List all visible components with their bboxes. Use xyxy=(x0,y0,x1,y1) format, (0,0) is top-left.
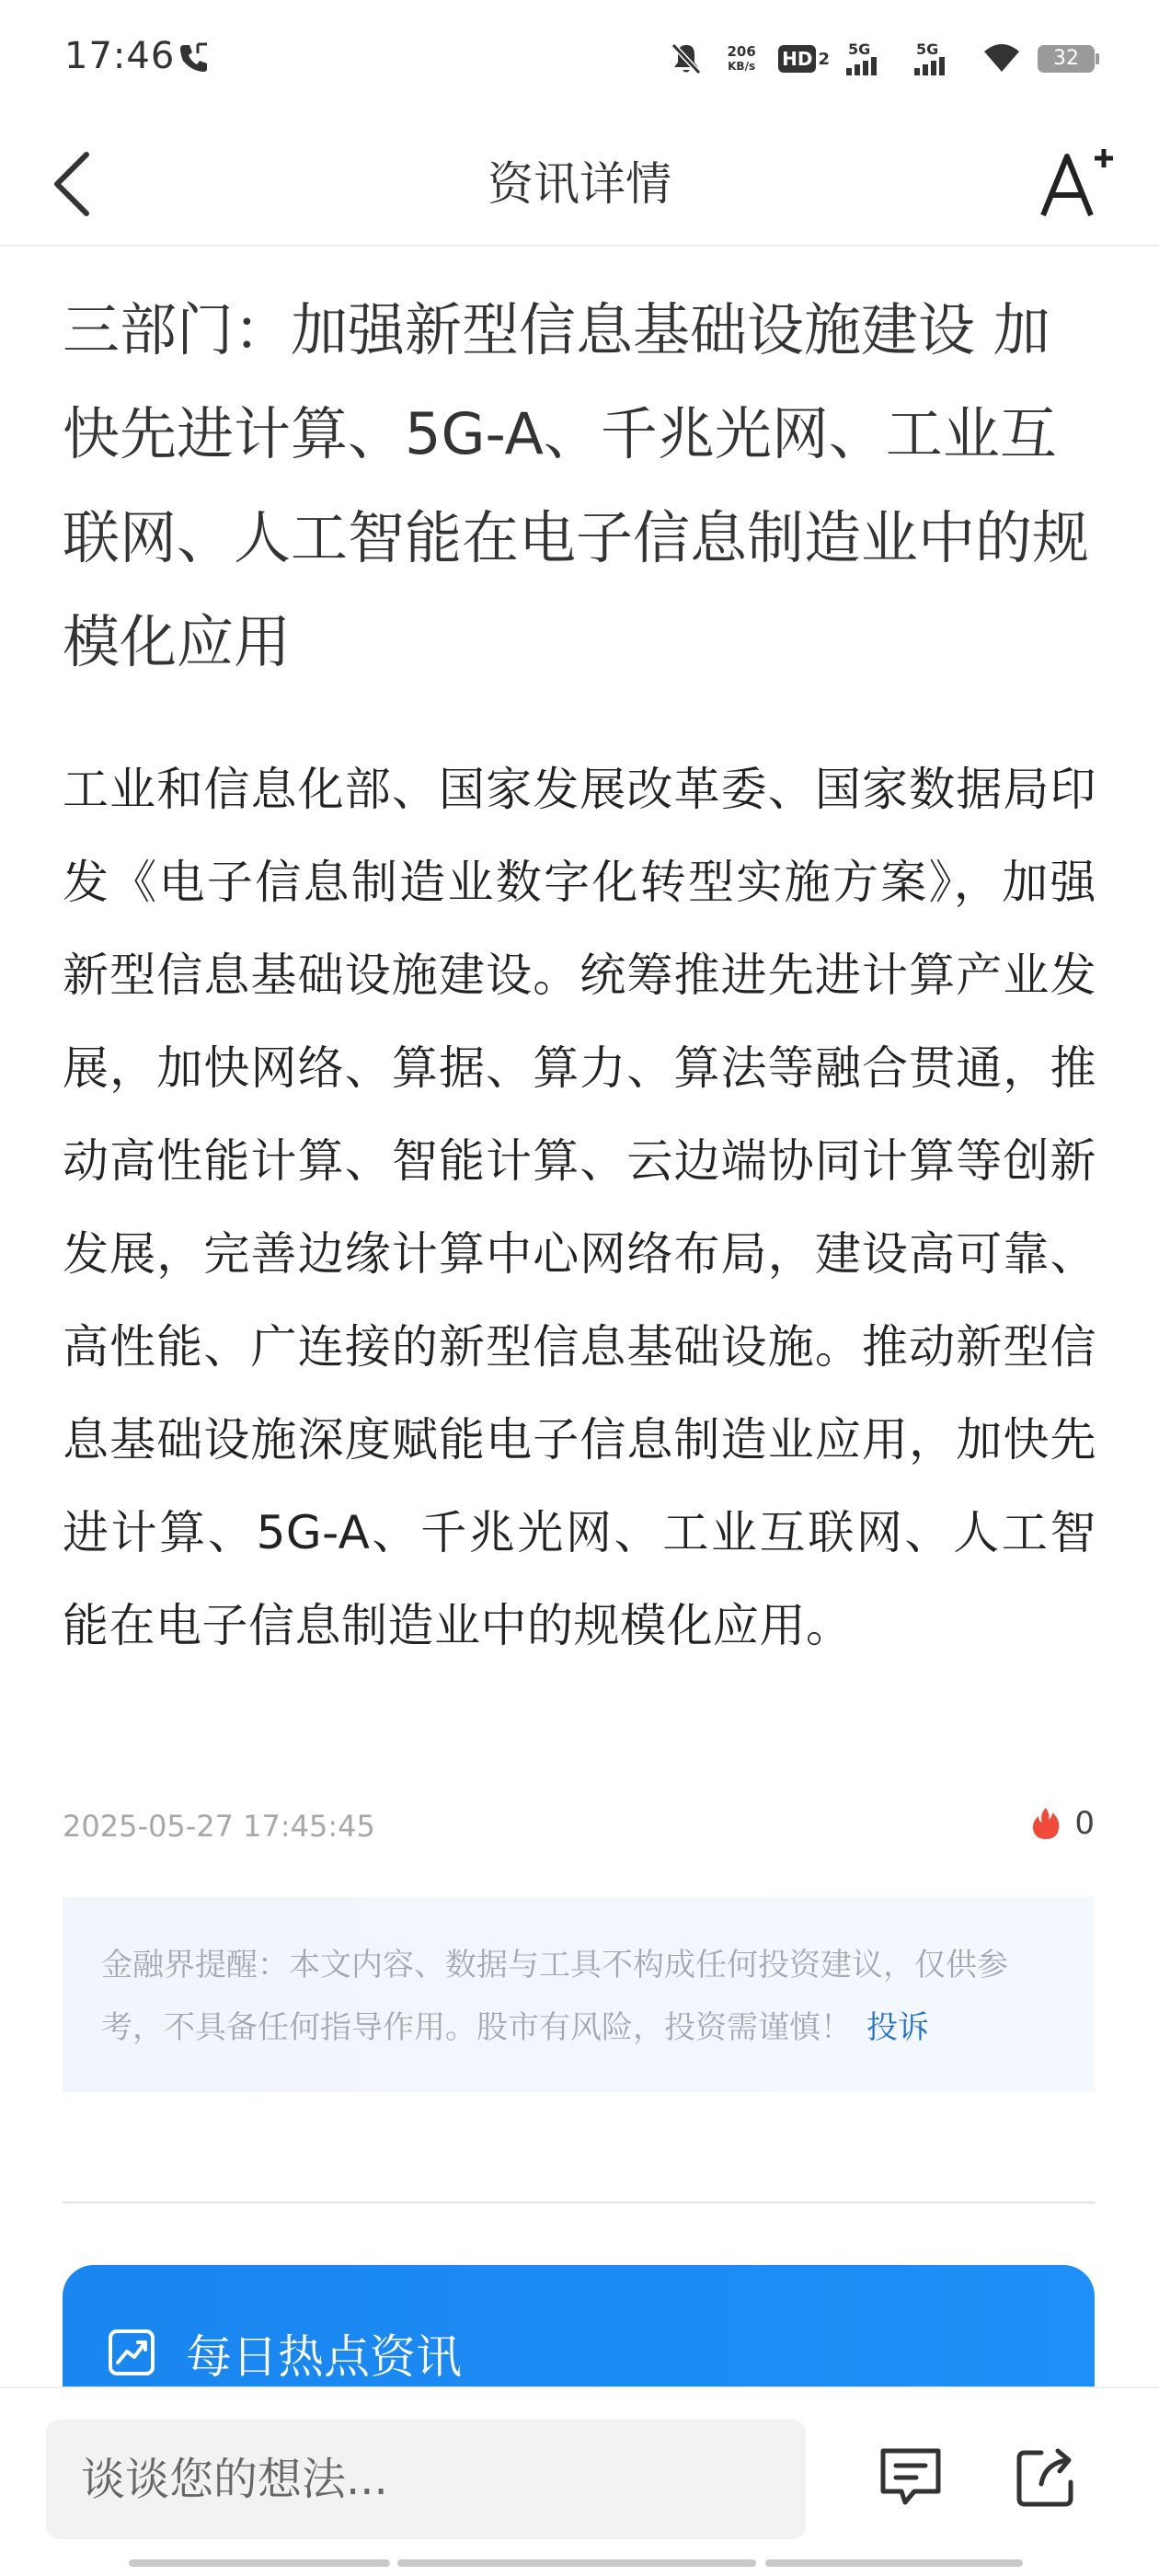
call-icon xyxy=(177,40,212,75)
home-indicator xyxy=(765,2559,1023,2567)
comment-icon xyxy=(874,2440,947,2513)
font-size-button[interactable] xyxy=(1030,138,1122,230)
comments-button[interactable] xyxy=(874,2440,947,2513)
hot-count-value: 0 xyxy=(1074,1805,1095,1842)
share-button[interactable] xyxy=(1010,2440,1084,2513)
comment-input[interactable] xyxy=(46,2420,806,2539)
home-indicator xyxy=(129,2559,390,2567)
signal-sim2-icon: 5G xyxy=(914,40,966,77)
bottom-bar xyxy=(0,2386,1159,2576)
mute-icon xyxy=(668,40,705,77)
disclaimer-text: 金融界提醒：本文内容、数据与工具不构成任何投资建议，仅供参考，不具备任何指导作用。股市有风险，投资需谨慎！ xyxy=(101,1947,1008,2046)
complain-link[interactable]: 投诉 xyxy=(866,2009,929,2046)
wifi-icon xyxy=(982,42,1021,75)
signal-sim1-icon: 5G xyxy=(846,40,898,77)
page-title: 资讯详情 xyxy=(488,157,671,211)
nav-bar xyxy=(0,120,1159,247)
article-body: 工业和信息化部、国家发展改革委、国家数据局印发《电子信息制造业数字化转型实施方案》，加强新型信息基础设施建设。统筹推进先进计算产业发展，加快网络、算据、算力、算法等融合贯通，推动高性能计算、智能计算、云边端协同计算等创新发展，完善边缘计算中心网络布局，建设高可靠、高性能、广连接的新型信息基础设施。推动新型信息基础设施深度赋能电子信息制造业应用，加快先进计算、5G-A、千兆光网、工业互联网、人工智能在电子信息制造业中的规模化应用。 xyxy=(63,763,1096,1652)
publish-datetime: 2025-05-27 17:45:45 xyxy=(63,1809,375,1844)
status-bar xyxy=(0,0,1159,120)
net-speed: 206 KB/s xyxy=(727,43,756,73)
hd-icon: HD 2 xyxy=(778,45,830,73)
daily-hot-news-label: 每日热点资讯 xyxy=(186,2330,462,2384)
disclaimer-box xyxy=(63,1897,1095,2092)
section-divider xyxy=(63,2202,1095,2203)
status-time: 17:46 xyxy=(64,35,176,77)
hot-count xyxy=(1030,1805,1095,1842)
home-indicator xyxy=(397,2559,756,2567)
font-size-icon xyxy=(1030,138,1122,230)
battery-icon: 32 xyxy=(1038,45,1095,73)
fire-icon xyxy=(1030,1806,1061,1841)
share-icon xyxy=(1010,2440,1084,2513)
article-headline: 三部门：加强新型信息基础设施建设 加快先进计算、5G-A、千兆光网、工业互联网、人工智能在电子信息制造业中的规模化应用 xyxy=(63,296,1090,675)
trend-chart-icon xyxy=(107,2328,156,2377)
status-icons xyxy=(668,37,1095,81)
